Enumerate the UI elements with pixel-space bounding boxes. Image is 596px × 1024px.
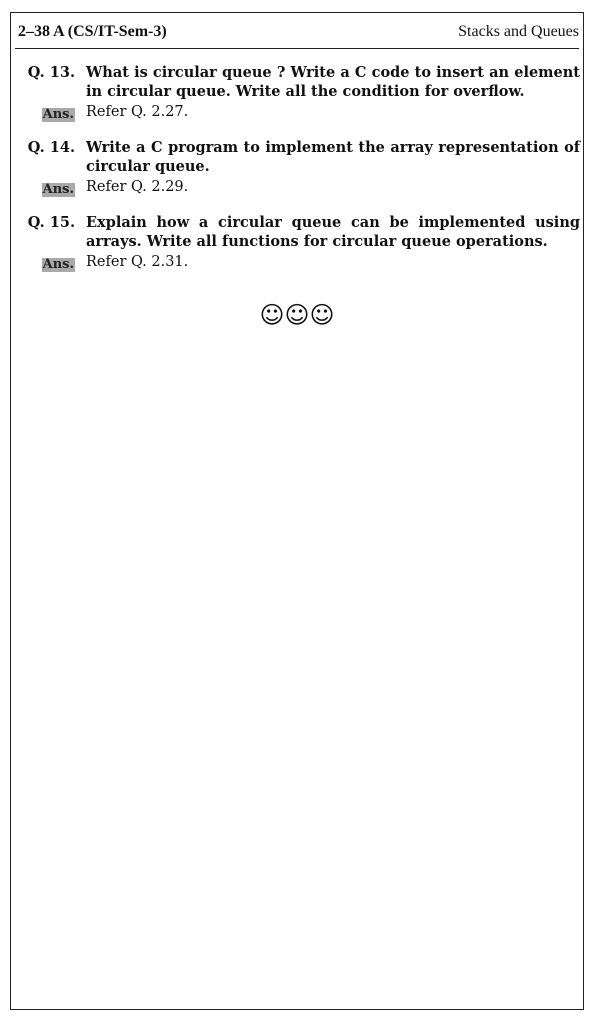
question-number: Q. 13. bbox=[27, 64, 75, 81]
question-number: Q. 15. bbox=[27, 214, 75, 231]
answer-label: Ans. bbox=[42, 182, 74, 197]
qa-item-13 bbox=[11, 63, 583, 122]
header-divider bbox=[15, 48, 579, 49]
qa-item-15 bbox=[11, 213, 583, 272]
answer-text: Refer Q. 2.29. bbox=[86, 179, 189, 195]
answer-text: Refer Q. 2.27. bbox=[86, 104, 189, 120]
question-list bbox=[11, 63, 583, 288]
answer-label: Ans. bbox=[42, 107, 74, 122]
qa-item-14 bbox=[11, 138, 583, 197]
question-text: Write a C program to implement the array representation of circular queue. bbox=[86, 139, 580, 175]
question-text: Explain how a circular queue can be implemented using arrays. Write all functions for circular queue operations. bbox=[86, 214, 580, 250]
page-label: 2–38 A (CS/IT-Sem-3) bbox=[18, 23, 167, 40]
running-header bbox=[18, 21, 579, 43]
answer-text: Refer Q. 2.31. bbox=[86, 254, 189, 270]
question-text: What is circular queue ? Write a C code to insert an element in circular queue. Write all the condition for overflow. bbox=[86, 64, 580, 100]
answer-label: Ans. bbox=[42, 257, 74, 272]
chapter-title: Stacks and Queues bbox=[458, 23, 579, 40]
page-frame bbox=[10, 12, 584, 1010]
end-of-section-smiley-icon: ☺☺☺ bbox=[259, 301, 335, 329]
question-number: Q. 14. bbox=[27, 139, 75, 156]
